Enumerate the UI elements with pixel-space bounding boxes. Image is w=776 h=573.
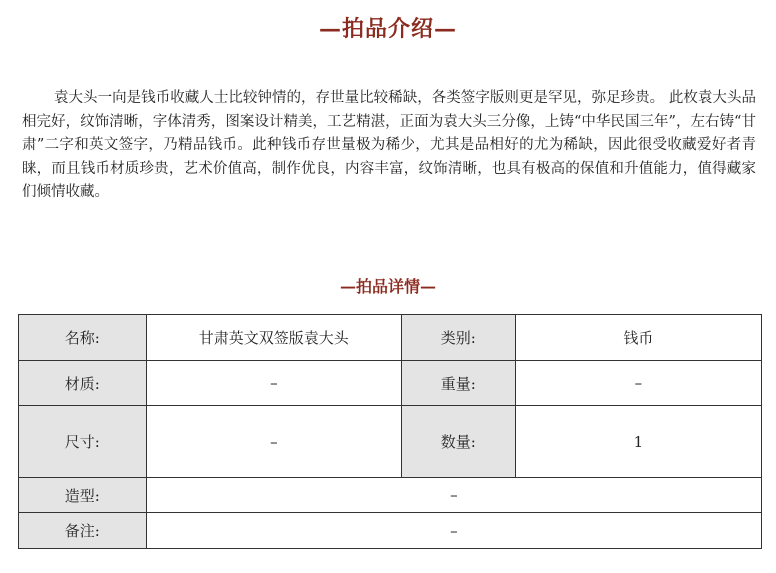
shape-label: 造型: [19,478,147,513]
intro-paragraph: 袁大头一向是钱币收藏人士比较钟情的，存世量比较稀缺，各类签字版则更是罕见，弥足珍贵。 此枚袁大头品相完好，纹饰清晰，字体清秀，图案设计精美，工艺精湛，正面为袁大头三分像，上铸“中华民国三年”，左右铸“甘肃”二字和英文签字，乃精品钱币。此种钱币存世量极为稀少，尤其是品相好的尤为稀缺，因此很受收藏爱好者青睐，而且钱币材质珍贵，艺术价值高，制作优良，内容丰富，纹饰清晰，也具有极高的保值和升值能力，值得藏家们倾情收藏。 [22,90,756,200]
table-row-notes [19,513,762,549]
table-row-size [19,406,762,478]
details-section-title: —拍品详情— [339,277,436,296]
material-value: – [146,361,401,406]
quantity-value: 1 [515,406,761,478]
weight-value: – [515,361,761,406]
size-value: – [146,406,401,478]
table-row-name [19,315,762,361]
weight-label: 重量: [401,361,515,406]
material-label: 材质: [19,361,147,406]
shape-value: – [146,478,761,513]
details-table [18,314,762,549]
notes-value: – [146,513,761,549]
intro-section-title: —拍品介绍— [318,16,457,42]
table-row-shape [19,478,762,513]
name-label: 名称: [19,315,147,361]
table-row-material [19,361,762,406]
category-label: 类别: [401,315,515,361]
size-label: 尺寸: [19,406,147,478]
name-value: 甘肃英文双签版袁大头 [146,315,401,361]
quantity-label: 数量: [401,406,515,478]
category-value: 钱币 [515,315,761,361]
notes-label: 备注: [19,513,147,549]
